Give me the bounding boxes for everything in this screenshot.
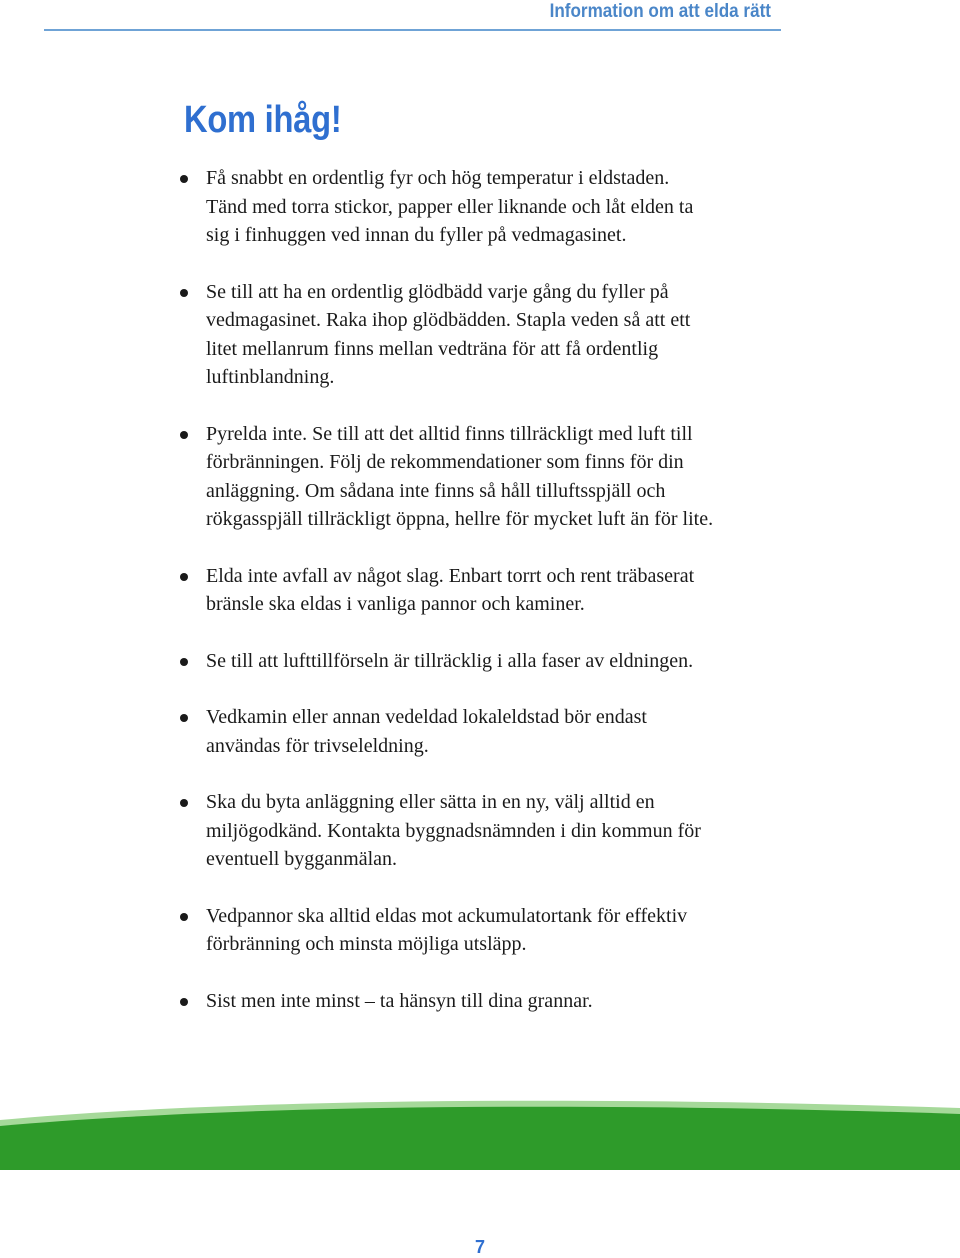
list-item-text: Elda inte avfall av något slag. Enbart torrt och rent träbaserat bränsle ska eldas i vanliga pannor och kaminer. (206, 564, 695, 615)
list-item-text: Sist men inte minst – ta hänsyn till dina grannar. (206, 989, 593, 1012)
page-number: 7 (474, 1237, 485, 1257)
bullet-icon (180, 289, 188, 297)
page-title: Kom ihåg! (184, 99, 342, 141)
list-item (176, 278, 796, 392)
bullet-icon (180, 714, 188, 722)
list-item-text: Vedkamin eller annan vedeldad lokaleldstad bör endast användas för trivseleldning. (206, 706, 647, 757)
list-item (176, 562, 796, 619)
running-header-title: Information om att elda rätt (549, 1, 771, 22)
list-item (176, 703, 796, 760)
reminder-list (176, 164, 796, 1043)
header-divider (44, 29, 781, 31)
list-item-text: Pyrelda inte. Se till att det alltid finns tillräckligt med luft till förbränningen. Följ de rekommendationer som finns för din anläggning. Om sådana inte finns så håll tilluftsspjäll och rökgasspjäll tillräckligt öppna, hellre för mycket luft än för lite. (206, 422, 714, 530)
bullet-icon (180, 913, 188, 921)
footer-wave-decoration (0, 1090, 960, 1170)
list-item (176, 647, 796, 676)
bullet-icon (180, 799, 188, 807)
list-item (176, 788, 796, 874)
list-item-text: Vedpannor ska alltid eldas mot ackumulatortank för effektiv förbränning och minsta möjliga utsläpp. (206, 904, 688, 955)
bullet-icon (180, 175, 188, 183)
list-item (176, 902, 796, 959)
list-item (176, 987, 796, 1016)
bullet-icon (180, 573, 188, 581)
list-item-text: Få snabbt en ordentlig fyr och hög temperatur i eldstaden. Tänd med torra stickor, papper eller liknande och låt elden ta sig i finhuggen ved innan du fyller på vedmagasinet. (206, 167, 694, 246)
footer-wave-band (0, 1107, 960, 1170)
list-item-text: Se till att ha en ordentlig glödbädd varje gång du fyller på vedmagasinet. Raka ihop glödbädden. Stapla veden så att ett litet mellanrum finns mellan vedträna för att få ordentlig luftinblandning. (206, 280, 691, 388)
list-item (176, 164, 796, 250)
bullet-icon (180, 431, 188, 439)
list-item-text: Se till att lufttillförseln är tillräcklig i alla faser av eldningen. (206, 649, 694, 672)
list-item-text: Ska du byta anläggning eller sätta in en ny, välj alltid en miljögodkänd. Kontakta byggnadsnämnden i din kommun för eventuell bygganmälan. (206, 791, 701, 870)
bullet-icon (180, 998, 188, 1006)
bullet-icon (180, 658, 188, 666)
list-item (176, 420, 796, 534)
